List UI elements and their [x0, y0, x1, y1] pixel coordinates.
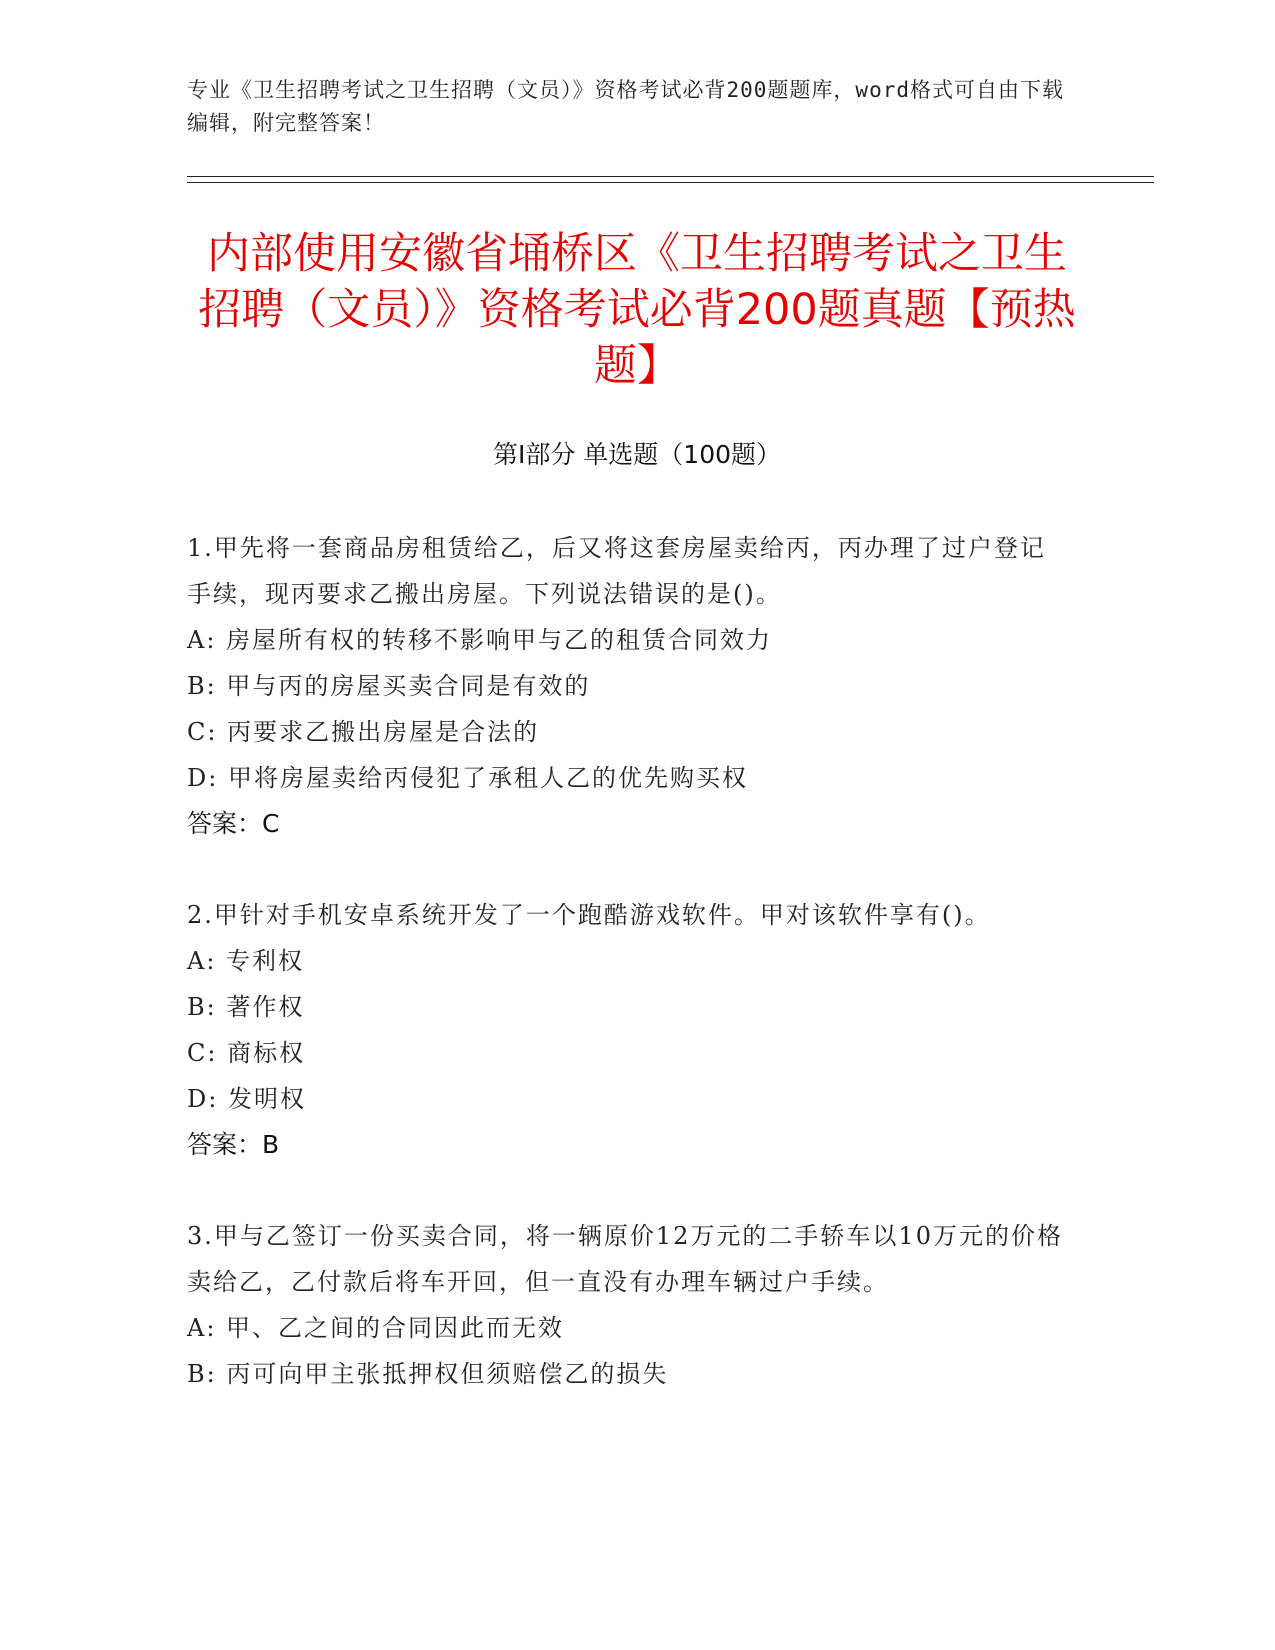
option-a: A: 专利权 [187, 947, 305, 975]
option-b: B: 甲与丙的房屋买卖合同是有效的 [187, 672, 591, 700]
answer-line: 答案：B [187, 1130, 280, 1159]
question-list [187, 525, 1067, 1442]
option-d: D: 甲将房屋卖给丙侵犯了承租人乙的优先购买权 [187, 764, 748, 792]
header-divider-top [187, 176, 1154, 177]
question-1 [187, 525, 1067, 847]
question-stem: 3.甲与乙签订一份买卖合同，将一辆原价12万元的二手轿车以10万元的价格卖给乙，乙付款后将车开回，但一直没有办理车辆过户手续。 [187, 1222, 1063, 1296]
document-title: 内部使用安徽省埇桥区《卫生招聘考试之卫生招聘（文员）》资格考试必背200题真题【预热题】 [198, 229, 1076, 391]
header-divider-bottom [187, 182, 1154, 183]
option-c: C: 丙要求乙搬出房屋是合法的 [187, 718, 540, 746]
option-b: B: 丙可向甲主张抵押权但须赔偿乙的损失 [187, 1360, 669, 1388]
header-note: 专业《卫生招聘考试之卫生招聘（文员）》资格考试必背200题题库，word格式可自由下载编辑，附完整答案！ [187, 78, 1064, 135]
option-c: C: 商标权 [187, 1039, 306, 1067]
question-3 [187, 1213, 1067, 1397]
question-stem: 2.甲针对手机安卓系统开发了一个跑酷游戏软件。甲对该软件享有()。 [187, 901, 991, 929]
option-d: D: 发明权 [187, 1085, 306, 1113]
option-b: B: 著作权 [187, 993, 305, 1021]
question-stem: 1.甲先将一套商品房租赁给乙，后又将这套房屋卖给丙，丙办理了过户登记手续，现丙要求乙搬出房屋。下列说法错误的是()。 [187, 534, 1046, 608]
option-a: A: 甲、乙之间的合同因此而无效 [187, 1314, 565, 1342]
option-a: A: 房屋所有权的转移不影响甲与乙的租赁合同效力 [187, 626, 773, 654]
question-2 [187, 892, 1067, 1168]
answer-line: 答案：C [187, 809, 280, 838]
section-heading: 第Ⅰ部分 单选题（100题） [492, 440, 782, 469]
